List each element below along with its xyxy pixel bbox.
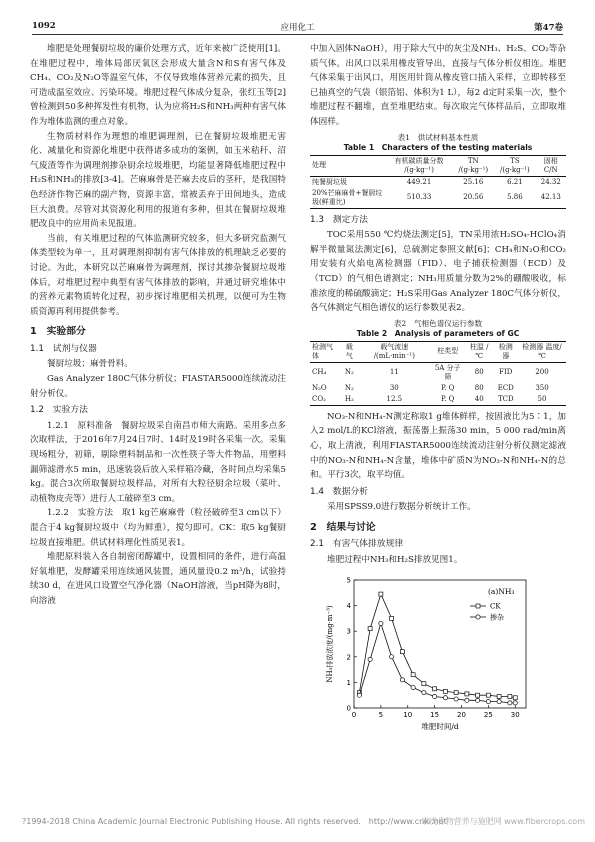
data-point-ck: [476, 693, 480, 697]
table2-cell: P. Q: [431, 394, 465, 406]
x-tick-label: 15: [430, 710, 440, 719]
table1-header-cell: TS /(g·kg⁻¹): [494, 155, 535, 176]
data-point-ck: [400, 649, 404, 653]
data-point-ck: [465, 692, 469, 696]
table2-header-cell: 检测气体: [310, 341, 341, 362]
continued-paragraph: 中加入固体NaOH），用于除大气中的灰尘及NH₃、H₂S、CO₂等杂质气体。出风口以采用橡皮管导出，直接与气体分析仪相连。堆肥气体采集于出风口，用医用针筒从橡皮管口插入采样，立即转移至已抽真空的气袋（银箔铝、体积为1 L），每2 d定时采集一次，整个堆肥过程不翻堆，直至堆肥结束。每次取完气体样品后，立即取堆体固样。: [310, 44, 566, 127]
data-point-ck: [379, 592, 383, 596]
data-point-ck: [454, 690, 458, 694]
data-point-doped: [411, 685, 415, 689]
table2-row: [310, 362, 566, 383]
page-number: 1092: [32, 21, 56, 31]
subsection-measurement: 1.3 测定方法: [310, 214, 368, 225]
table2-cell: TCD: [494, 394, 519, 406]
data-point-ck: [443, 689, 447, 693]
data-point-doped: [486, 699, 490, 703]
table2-cell: 350: [535, 383, 549, 392]
left-column: [30, 42, 286, 609]
data-point-ck: [390, 616, 394, 620]
copyright-line: ?1994-2018 China Academic Journal Electronic Publishing House. All rights reserved. http://www.cnki.net: [22, 817, 447, 826]
data-point-ck: [368, 626, 372, 630]
table2-caption: [310, 319, 566, 339]
data-point-doped: [508, 700, 512, 704]
x-tick-label: 25: [483, 710, 493, 719]
table2-cell: CH₄: [312, 368, 327, 377]
data-point-ck: [486, 693, 490, 697]
plot-frame: [354, 580, 526, 708]
table2-cell: P. Q: [440, 383, 455, 392]
intro-paragraph-2: 生物质材料作为理想的堆肥调理剂，已在餐厨垃圾堆肥无害化、减量化和资源化堆肥中获得诸多成功的案例，如玉米秸秆、沼气废渣等作为调理剂掺杂厨余垃圾堆肥，均能显著降低堆肥过程中H₂S和NH₃的排放[3-4]。芒麻麻骨是芒麻去皮后的茎秆，是我国特色经济作物芒麻的副产物，资源丰富，常被丢弃于田间地头，造成巨大浪费。尽管对其资源化利用的报道有多种，但其在餐厨垃圾堆肥改良中的应用尚未见报道。: [30, 131, 286, 230]
table2-row: [310, 383, 566, 394]
table1: [310, 155, 566, 209]
table2-header-cell: 柱类型: [431, 341, 465, 362]
table2-header-cell: 载气流速 /(mL·min⁻¹): [358, 341, 430, 362]
table1-cell: 449.21: [406, 177, 432, 186]
y-axis-label: NH₃排放浓度/(mg·m⁻³): [326, 604, 334, 683]
data-point-ck: [411, 672, 415, 676]
table2-cell: 30: [389, 383, 399, 392]
table1-header-cell: TN /(g·kg⁻¹): [452, 155, 494, 176]
data-point-ck: [433, 686, 437, 690]
series-line-doped: [359, 623, 515, 702]
table2-cell: N₂O: [312, 383, 327, 392]
table2-cell: CO₂: [310, 394, 341, 406]
x-tick-label: 10: [403, 710, 413, 719]
subsection-methods: 1.2 实验方法: [30, 405, 88, 416]
table2-cell: N₂: [344, 383, 354, 392]
data-point-doped: [454, 697, 458, 701]
table1-caption: [310, 133, 566, 153]
table1-header-cell: 有机碳质量分数 /(g·kg⁻¹): [386, 155, 452, 176]
table1-cell: 25.16: [463, 177, 484, 186]
subsection-reagents: 1.1 试剂与仪器: [30, 343, 97, 354]
section-heading-experimental: 1 实验部分: [30, 326, 86, 338]
subsection-data-analysis: 1.4 数据分析: [310, 486, 368, 497]
chart-svg: [310, 570, 566, 735]
x-axis-label: 堆肥时间/d: [421, 721, 459, 731]
table1-cell: 纯餐厨垃圾: [312, 177, 347, 186]
legend-marker-ck: [476, 604, 480, 608]
data-point-doped: [465, 698, 469, 702]
legend-label: 掺杂: [490, 613, 504, 622]
instruments-text: Gas Analyzer 180C气体分析仪；FIASTAR5000连续流动注射分析仪。: [30, 374, 286, 399]
volume-label: 第47卷: [534, 23, 563, 33]
data-point-ck: [497, 694, 501, 698]
table2: [310, 341, 566, 406]
data-point-doped: [433, 694, 437, 698]
intro-paragraph-1: 堆肥是处理餐厨垃圾的廉价处理方式，近年来被广泛使用[1]。在堆肥过程中，堆体局部厌氧区会形成大量含N和S有害气体及CH₄、CO₂及N₂O等温室气体，不仅导致堆体营养元素的损失，且可造成温室效应、污染环境。堆肥过程气体成分复杂，张红玉等[2]曾检测到50多种挥发性有机物，认为应将H₂S和NH₃两种有害气体作为堆体监测的重点对象。: [30, 44, 286, 127]
table1-header-cell: 处理: [310, 155, 386, 176]
table2-cell: 12.5: [358, 394, 430, 406]
table2-cell: 200: [535, 368, 549, 377]
table1-caption-en: Table 1 Characters of the testing materials: [343, 142, 533, 152]
methods-composting: 堆肥原料装入各自制密闭醇罐中，设置相同的条件，进行高温好氧堆肥，发酵罐采用连续通风装置，通风量设0.2 m³/h，试验持续30 d，在进风口设置空气净化器（NaOH溶液，当pH降为8时，向溶液: [30, 552, 286, 606]
table2-cell: ECD: [497, 383, 514, 392]
data-point-doped: [357, 693, 361, 697]
x-tick-label: 30: [510, 710, 520, 719]
data-point-doped: [379, 621, 383, 625]
table2-cell: 11: [389, 368, 399, 377]
panel-label: (a)NH₃: [488, 586, 515, 596]
x-tick-label: 0: [351, 710, 357, 719]
table1-cell: 20.56: [452, 188, 494, 209]
data-point-doped: [422, 690, 426, 694]
nitrogen-measurement-text: NO₃-N和NH₄-N测定称取1 g堆体鲜样，按固液比为5∶1，加入2 mol/L的KCl溶液，振荡器上振荡30 min，5 000 rad/min离心，取上清液，利用FIASTAR5000连续流动注射分析仪测定滤液中的NO₃-N和NH₄-N含量，堆体中矿质N为NO₃-N和NH₄-N的总和。平行3次，取平均值。: [310, 411, 566, 481]
data-point-doped: [400, 677, 404, 681]
table1-row: [310, 176, 566, 188]
y-tick-label: 0: [346, 704, 351, 713]
table1-caption-cn: 表1 供试材料基本性质: [397, 132, 479, 142]
y-tick-label: 3: [346, 627, 351, 636]
table2-caption-cn: 表2 气相色谱仪运行参数: [393, 318, 483, 328]
y-tick-label: 2: [346, 652, 351, 661]
table2-cell: 5A 分子筛: [434, 363, 461, 381]
table1-row: [310, 188, 566, 209]
right-column: [310, 42, 566, 735]
table2-cell: H₂: [341, 394, 358, 406]
nh3-emission-chart: [310, 570, 566, 735]
legend-marker-doped: [476, 615, 480, 619]
data-point-ck: [513, 695, 517, 699]
table2-cell: 50: [518, 394, 566, 406]
y-tick-label: 5: [346, 576, 351, 585]
table2-cell: N₂: [344, 368, 354, 377]
watermark-text: 麻类作物营养与施肥网 www.fibercrops.com: [421, 817, 585, 826]
methods-raw-material: 1.2.1 原料准备 餐厨垃圾采自南昌市师大南路。采用多点多次取样法，于2016年7月24日7时、14时及19时各采集一次。采集现场粗分，初筛，剔除塑料制品和一次性筷子等大件物品，用塑料漏筛滤滑水5 min，迅速装袋后放入采样箱冷藏，各时间点均采集5 kg。混合3次所取餐厨垃圾样品，对所有大粒径厨余垃圾（菜叶、动植物皮壳等）进行人工破碎至3 cm。: [30, 420, 286, 504]
data-point-doped: [443, 695, 447, 699]
data-point-doped: [390, 654, 394, 658]
table1-cell: 20%芒麻麻骨+餐厨垃圾(鲜重比): [310, 188, 386, 209]
y-tick-label: 4: [346, 601, 351, 610]
table2-header-cell: 载气: [341, 341, 358, 362]
data-point-doped: [497, 699, 501, 703]
running-header: [32, 18, 563, 35]
table1-cell: 510.33: [386, 188, 452, 209]
data-point-doped: [476, 698, 480, 702]
journal-name: 应用化工: [280, 23, 315, 33]
x-tick-label: 20: [457, 710, 466, 719]
table1-cell: 42.13: [536, 188, 566, 209]
data-point-ck: [422, 681, 426, 685]
table2-header-cell: 检测器: [494, 341, 519, 362]
y-tick-label: 1: [346, 678, 351, 687]
table2-cell: FID: [499, 368, 513, 377]
legend-label: CK: [490, 602, 501, 611]
data-analysis-text: 采用SPSS9.0进行数据分析统计工作。: [327, 502, 476, 513]
table1-cell: 5.86: [494, 188, 535, 209]
data-point-doped: [513, 700, 517, 704]
table2-header-cell: 柱温 /℃: [465, 341, 494, 362]
methods-procedure: 1.2.2 实验方法 取1 kg芒麻麻骨（粒径破碎至3 cm以下）混合于4 kg餐厨垃圾中（均为鲜重），搅匀即可。CK：取5 kg餐厨垃圾直接堆肥。供试材料理化性质见表1。: [30, 508, 286, 548]
table2-cell: 80: [474, 368, 484, 377]
table2-cell: 80: [474, 383, 484, 392]
table2-row: [310, 394, 566, 406]
table2-header-cell: 检测器 温度/℃: [518, 341, 566, 362]
table1-header-cell: 固相 C/N: [536, 155, 566, 176]
reagents-text: 餐厨垃圾；麻骨骨料。: [47, 359, 133, 370]
measurement-text: TOC采用550 ℃灼烧法测定[5]，TN采用浓H₂SO₄-HClO₄消解半微量氮法测定[6]，总硫测定参照文献[6]；CH₄和N₂O和CO₂用安装有火焰电离检测器（FID）、电子捕获检测器（ECD）及（TCD）的气相色谱测定；NH₃用质量分数为2%的硼酸吸收，标准浓度的稀硫酸滴定；H₂S采用Gas Analyzer 180C气体分析仪，各气体测定气相色谱仪的运行参数见表2。: [310, 230, 566, 314]
table2-cell: 40: [465, 394, 494, 406]
results-intro-text: 堆肥过程中NH₃和H₂S排放见图1。: [327, 555, 463, 566]
data-point-ck: [508, 694, 512, 698]
table2-caption-en: Table 2 Analysis of parameters of GC: [356, 328, 520, 338]
table1-cell: 24.32: [540, 177, 561, 186]
subsection-gas-emission: 2.1 有害气体排放规律: [310, 539, 404, 550]
x-tick-label: 5: [378, 710, 384, 719]
table1-cell: 6.21: [507, 177, 523, 186]
intro-paragraph-3: 当前，有关堆肥过程的气体监测研究较多，但大多研究监测气体类型较为单一，且对调理剂抑制有害气体排放的机理缺乏必要的讨论。为此，本研究以芒麻麻骨为调理剂，探讨其掺杂餐厨垃圾堆体后，对堆肥过程中典型有害气体排放的影响，并通过研究堆体中的营养元素物质转化过程，初步探讨堆肥相关机理，以便可为生物质资源再利用提供参考。: [30, 233, 286, 317]
section-heading-results: 2 结果与讨论: [310, 521, 376, 533]
data-point-doped: [368, 657, 372, 661]
